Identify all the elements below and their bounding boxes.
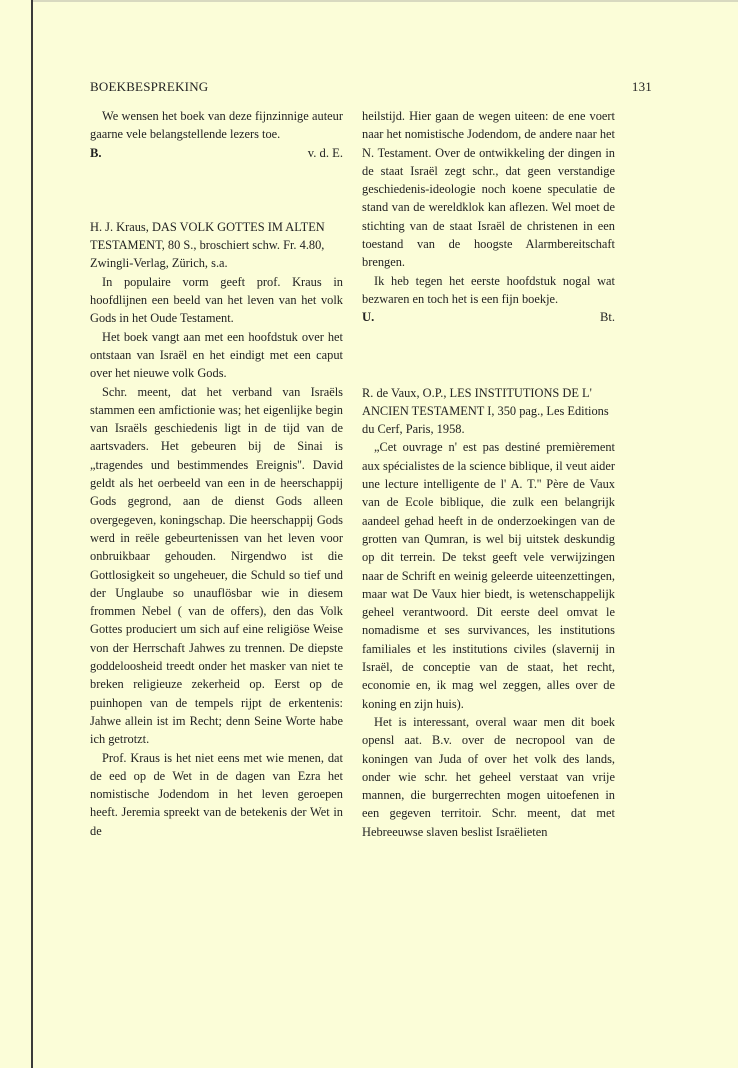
page-header [90,79,650,99]
section-spacer [90,162,343,218]
reviewer-initial: U. [362,310,375,325]
left-column [90,107,343,840]
book-citation: R. de Vaux, O.P., LES INSTITUTIONS DE L' ANCIEN TESTAMENT I, 350 pag., Les Editions du Cerf, Paris, 1958. [362,385,609,437]
reviewer-signature: Bt. [599,310,615,325]
scan-top-edge [33,0,738,2]
review-signature-line [90,144,343,162]
right-column [362,107,615,841]
body-paragraph: Ik heb tegen het eerste hoofdstuk nogal wat bezwaren en toch het is een fijn boekje. [362,273,615,306]
running-head: BOEKBESPREKING [90,79,209,94]
body-paragraph: Prof. Kraus is het niet eens met wie menen, dat de eed op de Wet in de dagen van Ezra het nomistische Jodendom in het leven geroepen heeft. Jeremia spreekt van de betekenis der Wet in de [90,750,343,838]
reviewer-initial: B. [90,145,102,160]
body-paragraph-continued: heilstijd. Hier gaan de wegen uiteen: de ene voert naar het nomistische Jodendom, de andere naar het N. Testament. Over de ontwikkeling der dingen in de staat Israël zegt schr., dat geen verstandige geschiedenis-ideologie noch koene speculatie de stand van de wereldklok kan aflezen. Wel moet de stichting van de staat Israël de christenen in een toestand van de hoogste Alarmbereitschaft brengen. [362,109,615,270]
body-paragraph: Het is interessant, overal waar men dit boek opensl aat. B.v. over de necropool van de koningen van Juda of over het volk des lands, onder wie schr. het geheel verstaat van vrije mannen, die burgerrechten mogen uitoefenen in een gegeven territoir. Schr. meent, dat met Hebreeuwse slaven beslist Israëlieten [362,714,615,839]
body-paragraph: In populaire vorm geeft prof. Kraus in hoofdlijnen een beeld van het leven van het volk Gods in het Oude Testament. [90,274,343,326]
body-paragraph: „Cet ouvrage n' est pas destiné premièrement aux spécialistes de la science biblique, il veut aider une lecture intelligente de l' A. T.'' Père de Vaux van de Ecole biblique, die zulk een belangrijk aandeel gehad heeft in de onderzoekingen van de grotten van Qumran, is wel bij uitstek deskundig op dit terrein. De tekst geeft vele verwijzingen naar de Schrift en weinig geleerde uiteenzettingen, maar wat De Vaux hier biedt, is wetenschappelijk geheel verantwoord. Dit eerste deel omvat le nomadisme et ses survivances, les institutions familiales et les institutions civiles (slavernij in Israël, de conceptie van de staat, het recht, economie en, ik mag wel zeggen, alles over de koning en zijn huis). [362,440,615,711]
body-paragraph: Schr. meent, dat het verband van Israëls stammen een amfictionie was; het eigenlijke begin van Israëls geschiedenis ligt in de tijd van de aartsvaders. Het gebeuren bij de Sinai is „tragendes und bestimmendes Ereignis''. David geldt als het oerbeeld van een in de heerschappij Gods gegrond, aan de dienst Gods alleen overgegeven, koningschap. Die heerschappij Gods werd in reële gebeurtenissen van het leven voor onbruikbaar gehouden. Nirgendwo ist die Gottlosigkeit so ungeheuer, die Schuld so tief und der Unglaube so unauflösbar wie in diesem frommen Nebel ( van de offers), den das Volk Gottes produciert um sich auf eine religiöse Weise von der Herrschaft Jahwes zu trennen. De diepste goddeloosheid treedt onder het masker van niet te breken religieuze zekerheid op. Eerst op de puinhopen van de tempels rijpt de erkentenis: Jahwe allein ist im Recht; denn Seine Worte habe ich getrotzt. [90,384,343,747]
body-paragraph: Het boek vangt aan met een hoofdstuk over het ontstaan van Israël en het eindigt met een caput over het nieuwe volk Gods. [90,329,343,381]
review-signature-line [362,308,615,326]
page-number: 131 [631,79,652,94]
section-spacer [362,327,615,384]
scan-left-edge [31,0,33,1068]
review-closing-text: We wensen het boek van deze fijnzinnige auteur gaarne vele belangstellende lezers toe. [90,109,343,142]
reviewer-signature: v. d. E. [307,145,343,160]
book-citation: H. J. Kraus, DAS VOLK GOTTES IM ALTEN TESTAMENT, 80 S., broschiert schw. Fr. 4.80, Zwingli-Verlag, Zürich, s.a. [90,219,325,271]
